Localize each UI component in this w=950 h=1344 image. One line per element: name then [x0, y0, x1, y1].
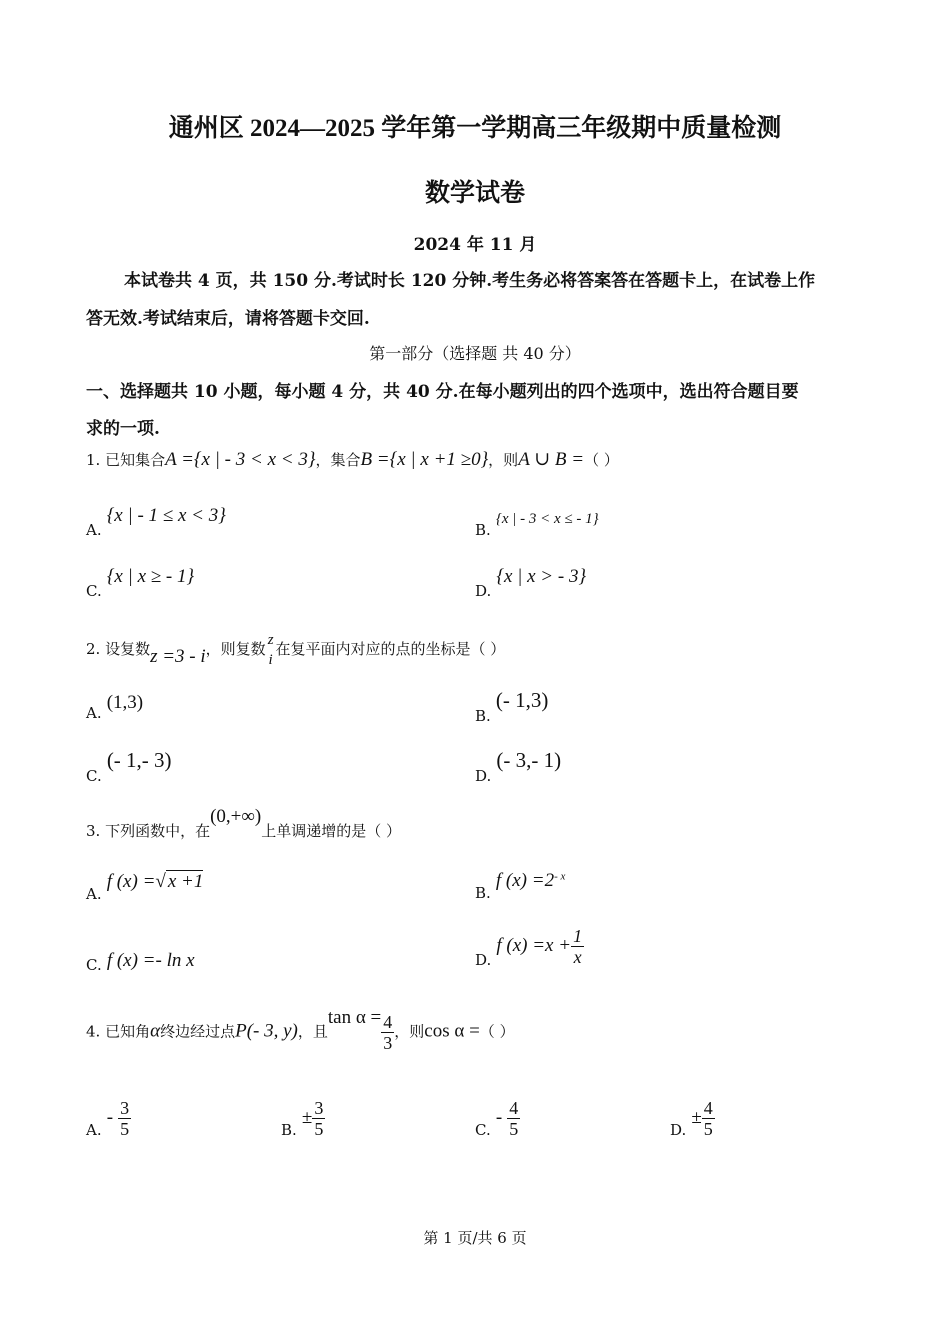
q3-option-b: B. f $(x) =2^{- x}$	[475, 870, 566, 902]
q2-option-b: B. (- 1,3)	[475, 688, 549, 725]
q1-option-b: B. {x | - 3 < x ≤ - 1}	[475, 511, 599, 539]
q1-option-c: C. {x | x ≥ - 1}	[86, 566, 195, 600]
q4-option-b: B. ± $\frac{3}{5}$	[281, 1098, 324, 1139]
q3-option-a: A. f (x) =√ x +1	[86, 871, 204, 903]
q2-option-c: C. (- 1,- 3)	[86, 748, 172, 785]
part1-heading: 第一部分（选择题 共 40 分）	[369, 344, 581, 363]
question-3-stem: 3. 下列函数中，在(0,+∞)上单调递增的是（ ）	[86, 806, 402, 840]
page-footer: 第 1 页/共 6 页	[423, 1229, 527, 1247]
question-2-stem: 2. 设复数z =3 - i，则复数 z i 在复平面内对应的点的坐标是（ ）	[86, 632, 506, 668]
q4-tan-denominator: 3	[383, 1033, 393, 1053]
q2-fraction-denominator: i	[268, 652, 273, 668]
q4-option-c: C. - $\frac{4}{5}$	[475, 1098, 519, 1139]
exam-date: 2024 年 11 月	[413, 235, 537, 255]
exam-subtitle: 数学试卷	[424, 180, 525, 207]
intro-line-1: 本试卷共 4 页，共 150 分.考试时长 120 分钟.考生务必将答案答在答题卡上，在试卷上作	[124, 271, 816, 291]
question-4-stem: 4. 已知角α终边经过点P(- 3, y)，且tan α = $\frac{4}{3}$ ，则cos α =（ ）	[86, 1006, 515, 1053]
q2-option-d: D. (- 3,- 1)	[475, 748, 562, 785]
question-1-stem: 1. 已知集合A ={x | - 3 < x < 3}，集合B ={x | x +1 ≥0}，则A ∪ B =（ ）	[86, 449, 619, 470]
q1-option-d: D. {x | x > - 3}	[475, 566, 587, 600]
q2-fraction-numerator: z	[267, 632, 274, 648]
part1-instructions-2: 求的一项.	[86, 419, 160, 439]
q1-option-a: A. {x | - 1 ≤ x < 3}	[86, 505, 226, 539]
intro-line-2: 答无效.考试结束后，请将答题卡交回.	[86, 309, 370, 329]
q4-tan-numerator: 4	[383, 1012, 393, 1032]
q3-d-denominator: x	[573, 947, 582, 967]
exam-title: 通州区 2024—2025 学年第一学期高三年级期中质量检测	[168, 115, 782, 142]
q2-option-a: A. (1,3)	[86, 692, 144, 722]
q3-option-d: D. f (x) =x + $\frac{1}{x}$	[475, 926, 583, 969]
q3-option-c: C. f (x) =- ln x	[86, 950, 195, 974]
part1-instructions-1: 一、选择题共 10 小题，每小题 4 分，共 40 分.在每小题列出的四个选项中，选出符合题目要	[86, 382, 799, 402]
q4-option-d: D. ± $\frac{4}{5}$	[670, 1098, 713, 1139]
q3-d-numerator: 1	[573, 926, 583, 946]
q4-option-a: A. - $\frac{3}{5}$	[86, 1098, 130, 1139]
